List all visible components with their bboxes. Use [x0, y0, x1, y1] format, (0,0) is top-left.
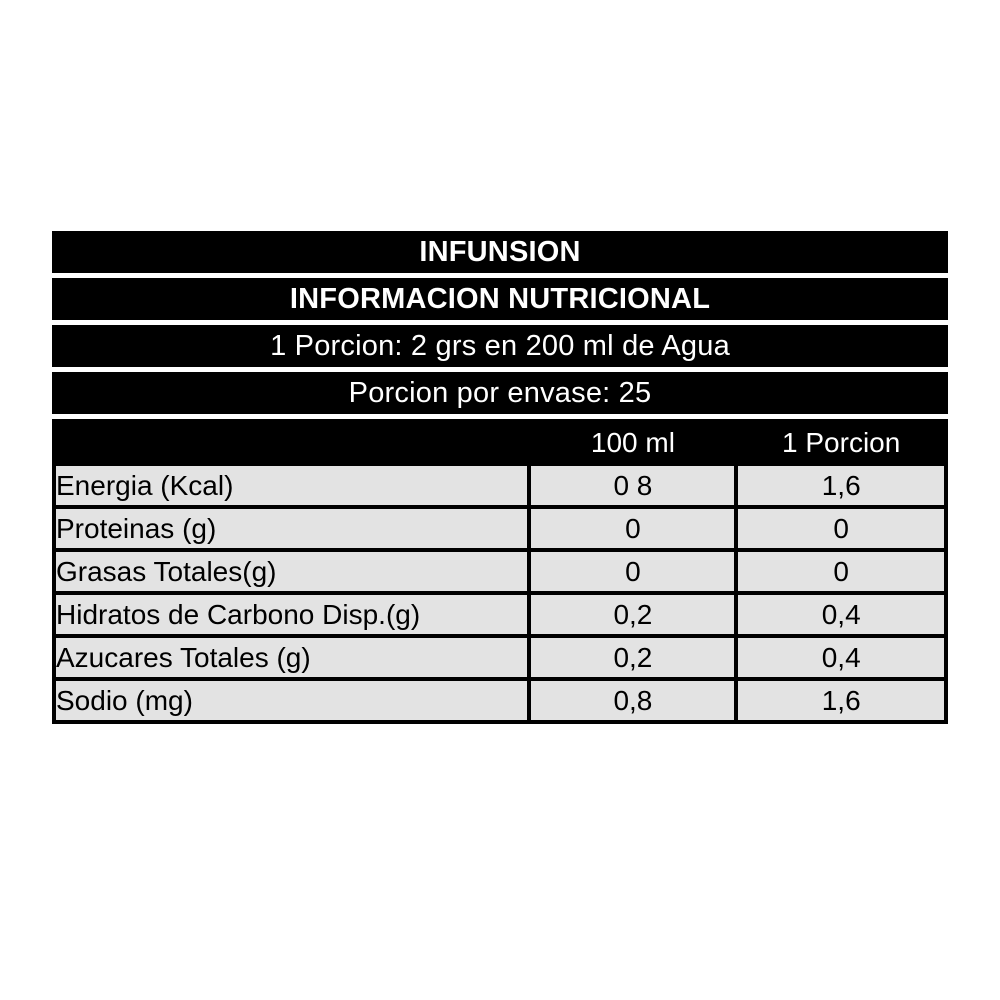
nutrient-name-cell: Hidratos de Carbono Disp.(g): [54, 593, 529, 636]
col-header-1porcion: 1 Porcion: [736, 421, 946, 464]
table-row: [54, 593, 946, 636]
value-porcion-cell: 1,6: [736, 464, 946, 507]
servings-per-container-bar: Porcion por envase: 25: [52, 372, 948, 414]
nutrient-name-cell: Grasas Totales(g): [54, 550, 529, 593]
value-100ml-cell: 0,8: [529, 679, 736, 722]
nutrient-name-cell: Azucares Totales (g): [54, 636, 529, 679]
serving-size-bar: 1 Porcion: 2 grs en 200 ml de Agua: [52, 325, 948, 367]
value-porcion-cell: 1,6: [736, 679, 946, 722]
table-row: [54, 507, 946, 550]
nutrient-name-cell: Sodio (mg): [54, 679, 529, 722]
nutrition-label: [52, 231, 948, 724]
table-row: [54, 679, 946, 722]
product-title-bar: INFUNSION: [52, 231, 948, 273]
value-100ml-cell: 0 8: [529, 464, 736, 507]
col-header-100ml: 100 ml: [529, 421, 736, 464]
value-porcion-cell: 0,4: [736, 636, 946, 679]
col-header-empty: [54, 421, 529, 464]
value-porcion-cell: 0: [736, 550, 946, 593]
table-row: [54, 464, 946, 507]
table-header-row: [54, 421, 946, 464]
value-100ml-cell: 0,2: [529, 593, 736, 636]
table-row: [54, 636, 946, 679]
table-row: [54, 550, 946, 593]
value-100ml-cell: 0: [529, 550, 736, 593]
value-100ml-cell: 0: [529, 507, 736, 550]
nutrient-name-cell: Energia (Kcal): [54, 464, 529, 507]
value-100ml-cell: 0,2: [529, 636, 736, 679]
value-porcion-cell: 0: [736, 507, 946, 550]
value-porcion-cell: 0,4: [736, 593, 946, 636]
nutrition-table: [52, 419, 948, 724]
nutrition-info-title-bar: INFORMACION NUTRICIONAL: [52, 278, 948, 320]
nutrient-name-cell: Proteinas (g): [54, 507, 529, 550]
